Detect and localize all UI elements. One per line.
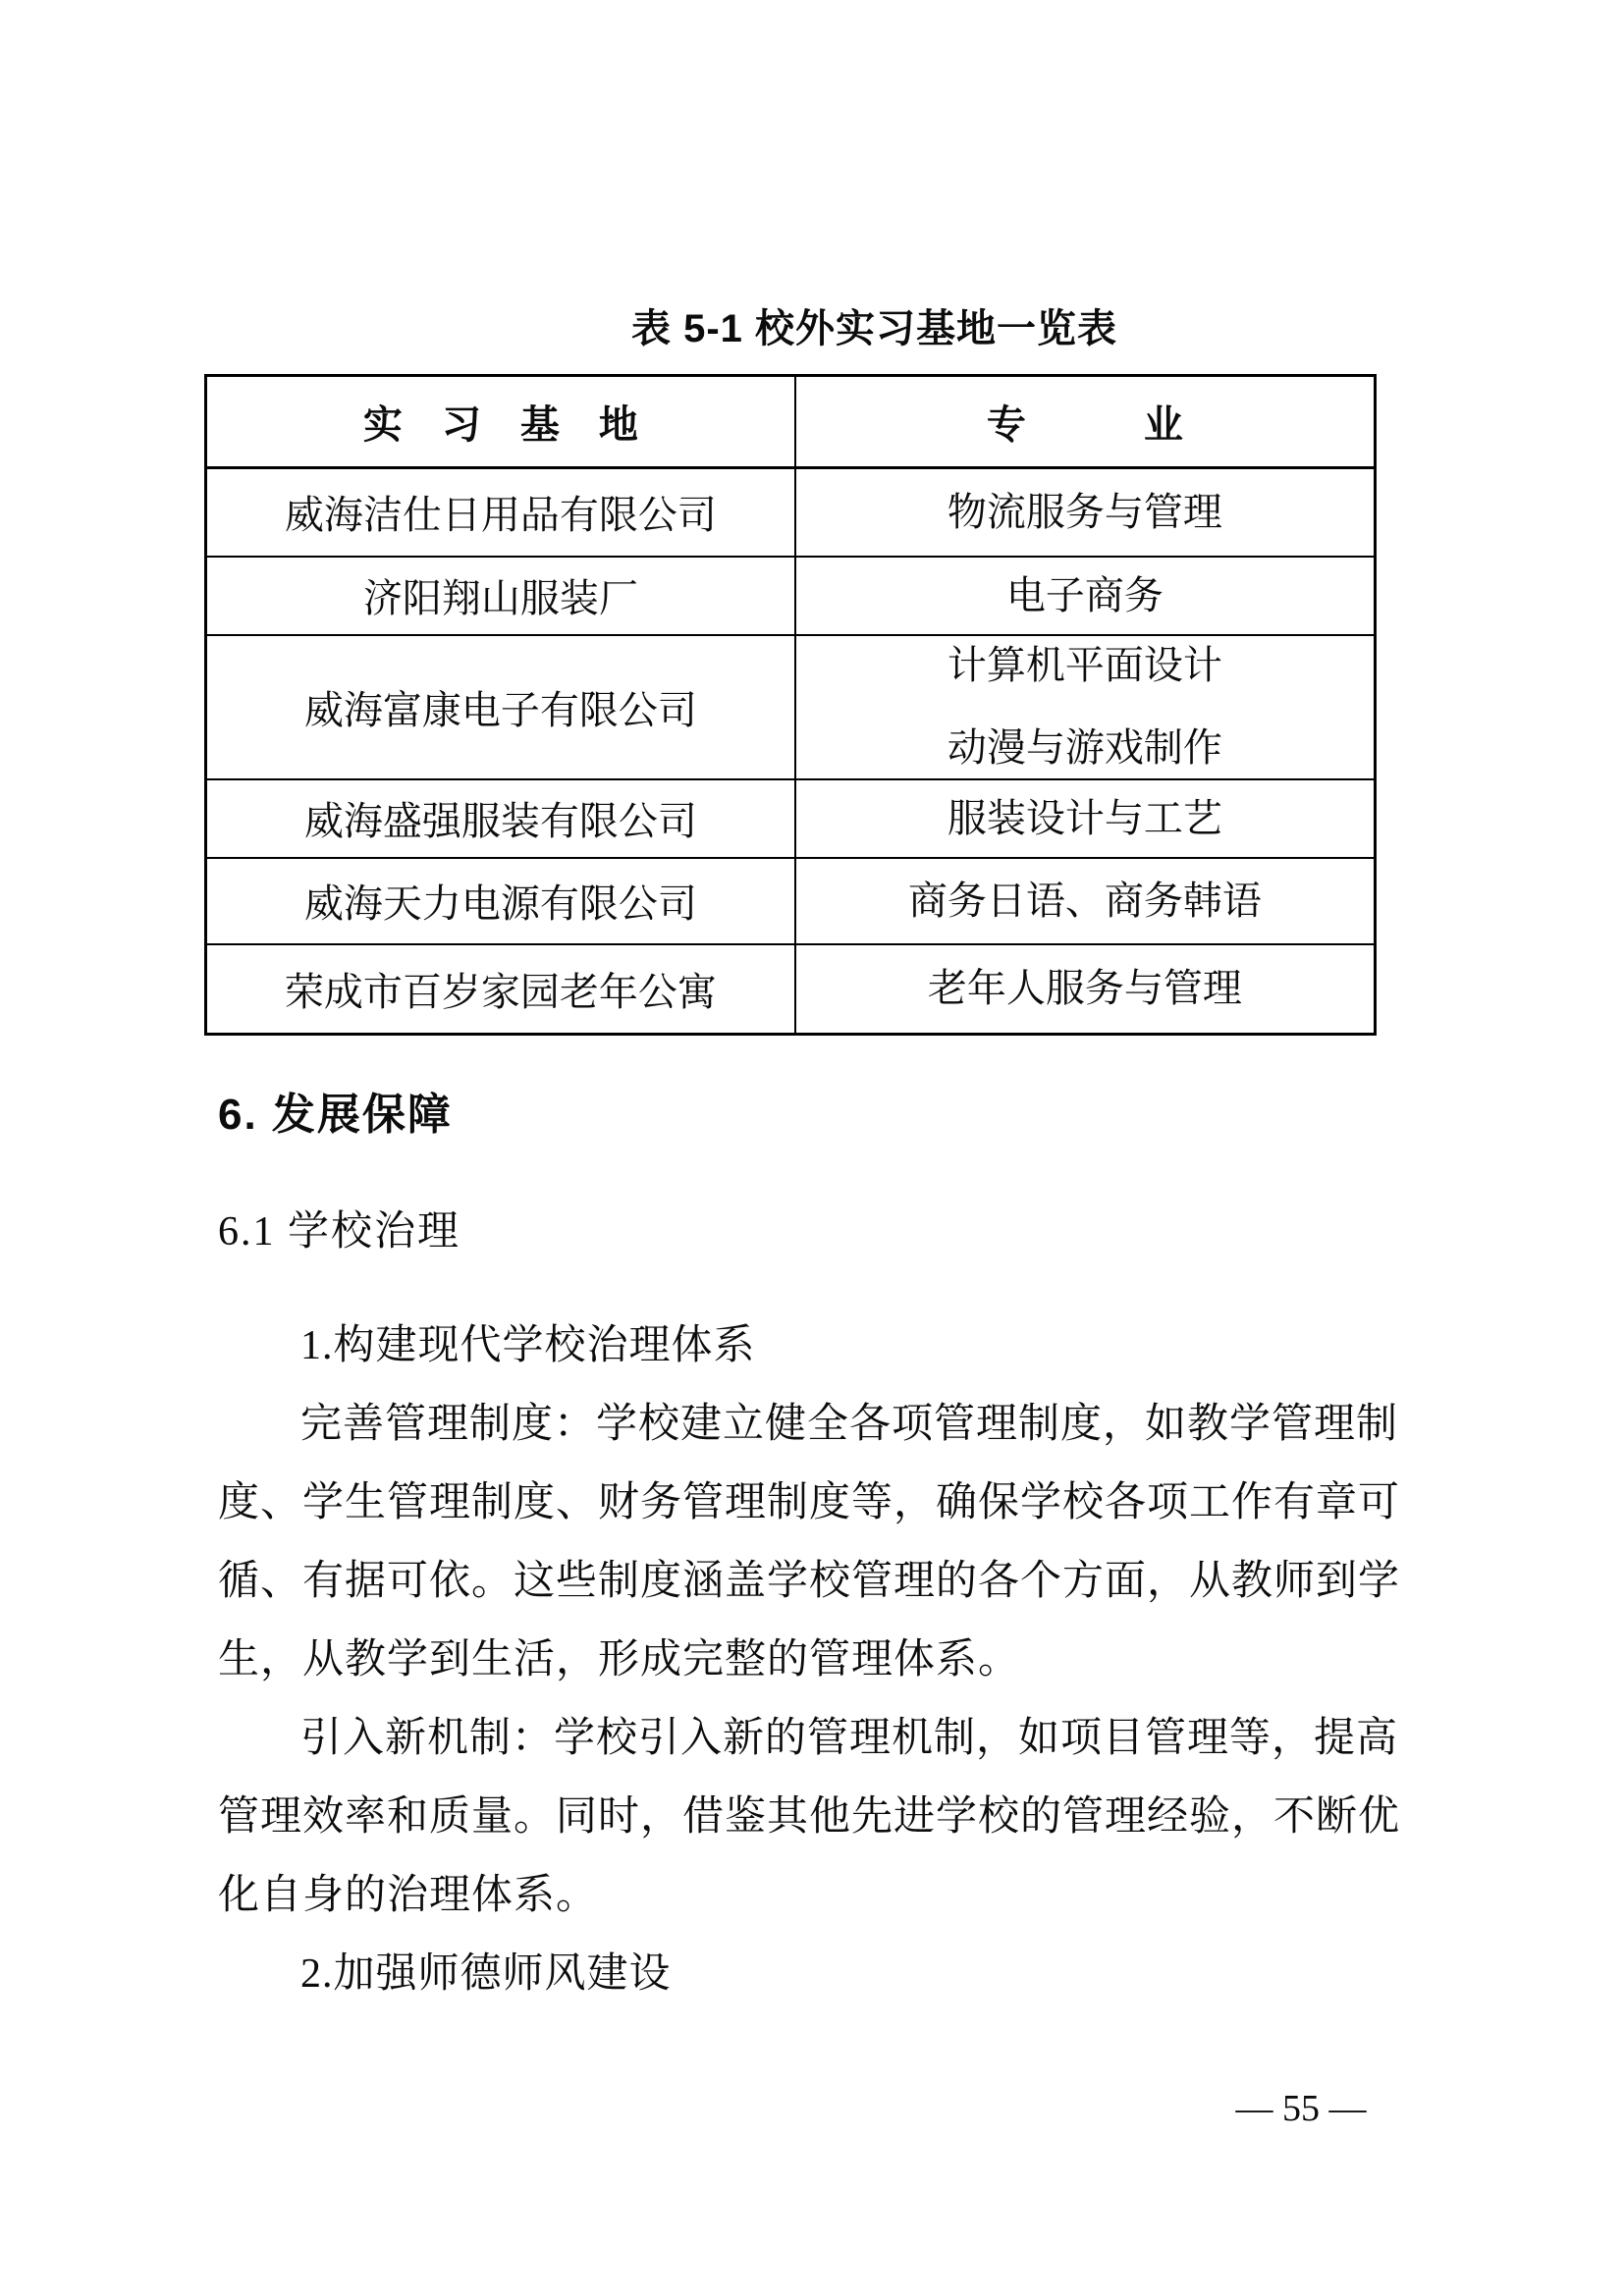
- internship-bases-table: [204, 374, 1377, 1036]
- major-cell: [795, 557, 1376, 635]
- paragraph-first-line: 2.加强师德师风建设: [300, 1951, 672, 1997]
- subsection-heading: 6.1 学校治理: [218, 1209, 461, 1255]
- table-row: [206, 635, 1376, 779]
- table-row: [206, 779, 1376, 858]
- header-cell-base: 实 习 基 地: [206, 376, 795, 468]
- major-line: 商务日语、商务韩语: [907, 878, 1262, 923]
- base-cell: 威海富康电子有限公司: [206, 635, 795, 779]
- table-caption: 表 5-1 校外实习基地一览表: [631, 307, 1118, 350]
- paragraph-line: 管理效率和质量。同时，借鉴其他先进学校的管理经验，不断优: [218, 1794, 1401, 1840]
- major-line: 电子商务: [1005, 572, 1164, 617]
- paragraph-line: 化自身的治理体系。: [218, 1873, 599, 1918]
- major-line: 物流服务与管理: [947, 489, 1222, 534]
- major-line: 服装设计与工艺: [947, 795, 1222, 840]
- paragraph-first-line: 引入新机制：学校引入新的管理机制，如项目管理等，提高: [300, 1716, 1399, 1761]
- table-body: [206, 468, 1376, 1035]
- base-cell: 济阳翔山服装厂: [206, 557, 795, 635]
- table-row: [206, 858, 1376, 944]
- body-text: [218, 1307, 1418, 2013]
- major-line: 老年人服务与管理: [927, 966, 1242, 1011]
- major-line: 动漫与游戏制作: [947, 725, 1222, 770]
- page-number: — 55 —: [1235, 2088, 1367, 2129]
- base-cell: 荣成市百岁家园老年公寓: [206, 944, 795, 1035]
- major-cell: [795, 779, 1376, 858]
- paragraph-first-line: 1.构建现代学校治理体系: [300, 1323, 756, 1368]
- paragraph-line: 循、有据可依。这些制度涵盖学校管理的各个方面，从教师到学: [218, 1559, 1401, 1604]
- major-cell: [795, 858, 1376, 944]
- table-row: [206, 557, 1376, 635]
- major-line: 计算机平面设计: [947, 643, 1222, 687]
- section-heading: 6. 发展保障: [218, 1091, 453, 1139]
- paragraph-line: 度、学生管理制度、财务管理制度等，确保学校各项工作有章可: [218, 1480, 1401, 1525]
- header-cell-major: 专 业: [795, 376, 1376, 468]
- paragraph-first-line: 完善管理制度：学校建立健全各项管理制度，如教学管理制: [300, 1402, 1399, 1447]
- base-cell: 威海洁仕日用品有限公司: [206, 468, 795, 557]
- table-row: [206, 468, 1376, 557]
- base-cell: 威海天力电源有限公司: [206, 858, 795, 944]
- base-cell: 威海盛强服装有限公司: [206, 779, 795, 858]
- major-cell: [795, 635, 1376, 779]
- major-cell: [795, 468, 1376, 557]
- table-header-row: [206, 376, 1376, 468]
- paragraph-line: 生，从教学到生活，形成完整的管理体系。: [218, 1637, 1021, 1682]
- table-row: [206, 944, 1376, 1035]
- major-cell: [795, 944, 1376, 1035]
